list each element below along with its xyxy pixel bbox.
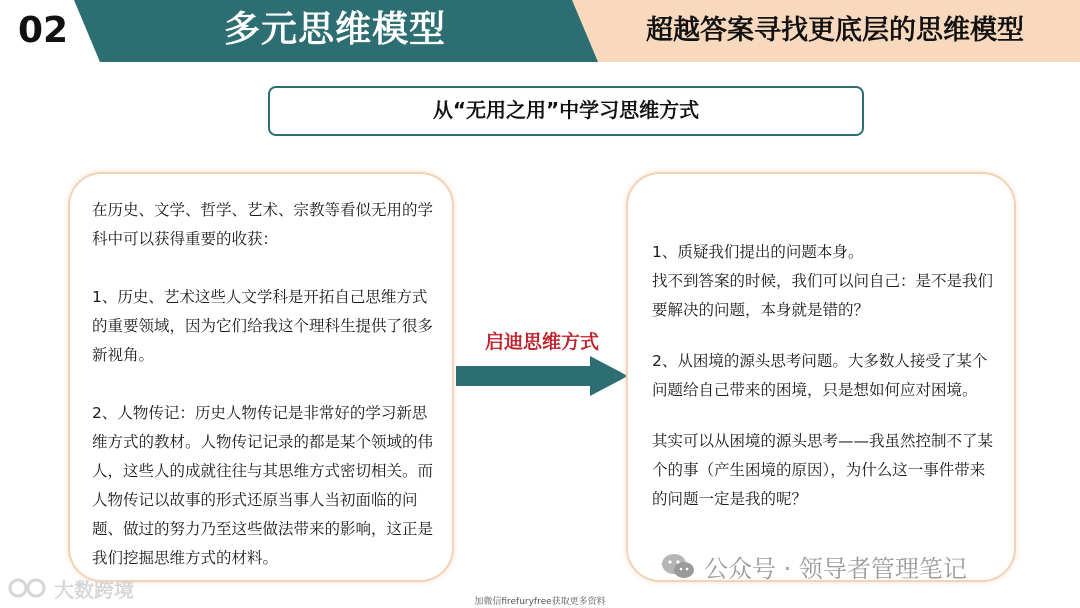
left-intro: 在历史、文学、哲学、艺术、宗教等看似无用的学科中可以获得重要的收获： (92, 201, 434, 248)
arrow-label: 启迪思维方式 (484, 331, 599, 353)
wechat-icon (660, 551, 696, 581)
section-subtitle: 超越答案寻找更底层的思维模型 (646, 15, 1024, 46)
left-point-1: 1、历史、艺术这些人文学科是开拓自己思维方式的重要领域，因为它们给我这个理科生提供了很多新视角。 (92, 288, 434, 364)
header-band (0, 0, 1080, 62)
topic-box: 从“无用之用”中学习思维方式 (268, 86, 864, 136)
watermark-left-text: 大数跨境 (54, 577, 134, 602)
left-content-card (68, 172, 454, 582)
section-title: 多元思维模型 (223, 9, 446, 50)
footer-note: 加微信firefuryfree获取更多资料 (474, 597, 606, 607)
right-conclusion: 其实可以从困境的源头思考——我虽然控制不了某个的事（产生困境的原因），为什么这一事件带来的问题一定是我的呢？ (652, 432, 994, 508)
right-point-2: 2、从困境的源头思考问题。大多数人接受了某个问题给自己带来的困境，只是想如何应对困境。 (652, 352, 988, 399)
right-point-1-body: 找不到答案的时候，我们可以问自己：是不是我们要解决的问题，本身就是错的？ (652, 272, 994, 319)
left-point-2: 2、人物传记：历史人物传记是非常好的学习新思维方式的教材。人物传记记录的都是某个领域的伟人，这些人的成就往往与其思维方式密切相关。而人物传记以故事的形式还原当事人当初面临的问题、做过的努力乃至这些做法带来的影响，这正是我们挖掘思维方式的材料。 (92, 404, 434, 567)
brand-logo-icon (8, 574, 50, 602)
right-point-1-title: 1、质疑我们提出的问题本身。 (652, 243, 864, 261)
watermark-right-text: 公众号 · 领导者管理笔记 (704, 554, 967, 583)
right-content-card (626, 172, 1016, 582)
right-arrow-icon (456, 356, 628, 396)
watermark-right (660, 548, 967, 584)
section-number: 02 (18, 10, 69, 51)
watermark-left (8, 572, 134, 604)
